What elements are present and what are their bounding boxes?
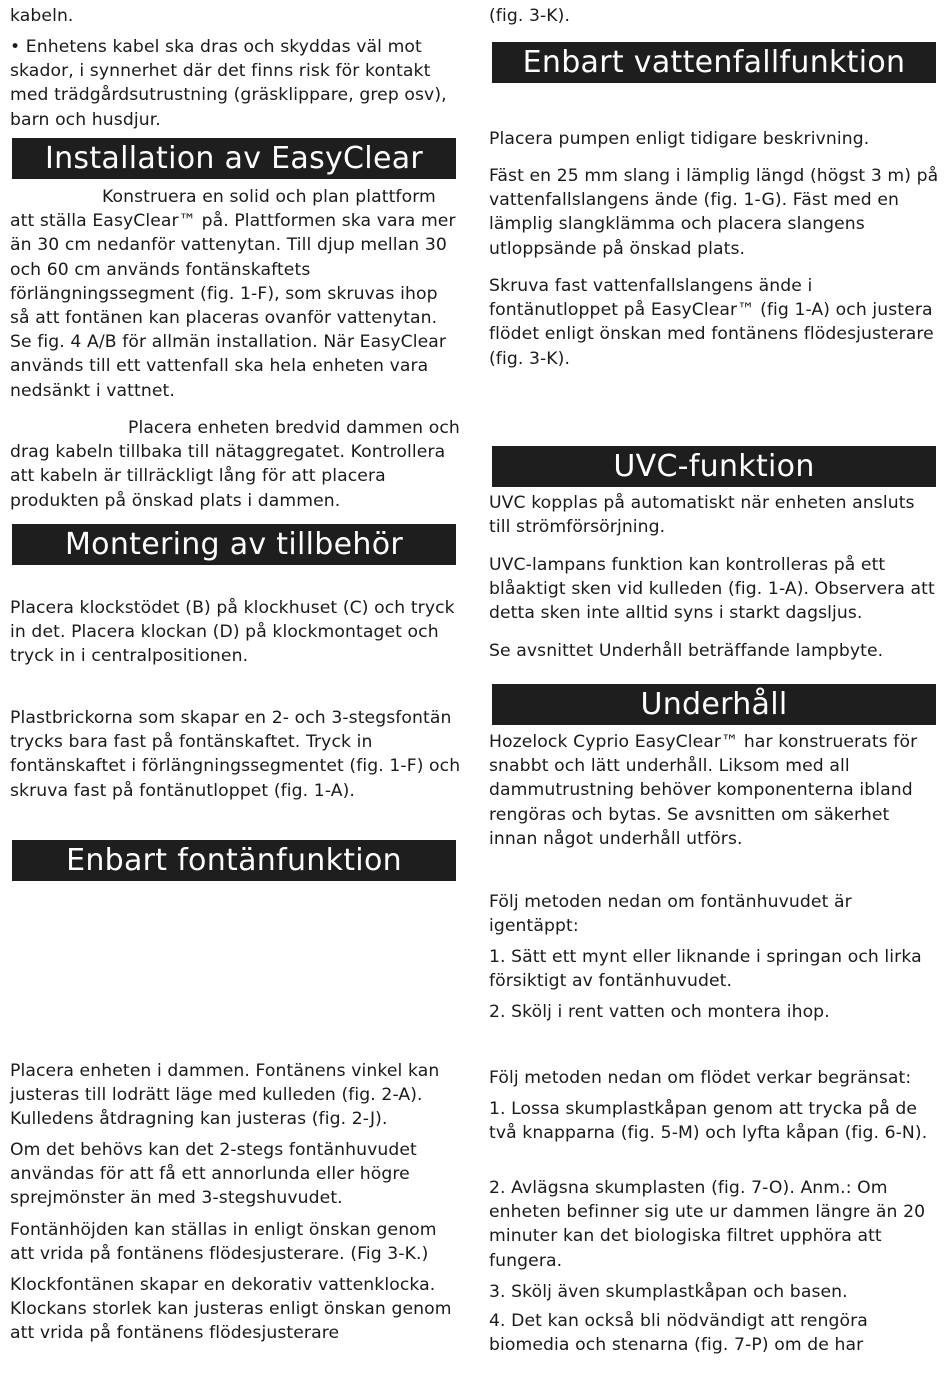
paragraph-waterfall-hose: Fäst en 25 mm slang i lämplig längd (högst 3 m) på vattenfallslangens ände (fig. 1-G). Fäst med en lämplig slangklämma och placera slangens utloppsände på önskad plats. (489, 166, 939, 259)
paragraph-fountain-2-step: Om det behövs kan det 2-stegs fontänhuvudet användas för att få ett annorlunda eller högre sprejmönster än med 3-stegshuvudet. (10, 1140, 417, 1209)
paragraph-waterfall-pump: Placera pumpen enligt tidigare beskrivning. (489, 129, 870, 149)
paragraph-fig-3k: (fig. 3-K). (489, 6, 571, 26)
paragraph-uvc-maintenance: Se avsnittet Underhåll beträffande lampbyte. (489, 641, 884, 661)
paragraph-mounting-washers: Plastbrickorna som skapar en 2- och 3-stegsfontän trycks bara fast på fontänskaftet. Tryck in fontänskaftet i förlängningssegmentet (fig. 1-F) och skruva fast på fontänutloppet (fig. 1-A). (10, 708, 461, 801)
paragraph-flow-step-1: 1. Lossa skumplastkåpan genom att trycka på de två knapparna (fig. 5-M) och lyfta kåpan (fig. 6-N). (489, 1099, 928, 1144)
paragraph-installation-platform: Konstruera en solid och plan plattform att ställa EasyClear™ på. Plattformen ska vara mer än 30 cm nedanför vattenytan. Till djup mellan 30 och 60 cm används fontänskaftets förlängningssegment (fig. 1-F), som skruvas ihop så att fontänen kan placeras ovanför vattenytan. Se fig. 4 A/B för allmän installation. När EasyClear används till ett vattenfall ska hela enheten vara nedsänkt i vattnet. (10, 187, 456, 401)
heading-uvc: UVC-funktion (492, 446, 936, 487)
heading-vattenfall: Enbart vattenfallfunktion (492, 42, 936, 83)
paragraph-fountain-bell: Klockfontänen skapar en dekorativ vattenklocka. Klockans storlek kan justeras enligt önskan genom att vrida på fontänens flödesjusterare (10, 1275, 452, 1344)
paragraph-mounting-clock: Placera klockstödet (B) på klockhuset (C) och tryck in det. Placera klockan (D) på klockmontaget och tryck in i centralpositionen. (10, 598, 455, 667)
paragraph-uvc-lamp: UVC-lampans funktion kan kontrolleras på ett blåaktigt sken vid kulleden (fig. 1-A). Observera att detta sken inte alltid syns i starkt dagsljus. (489, 555, 935, 624)
paragraph-flow-step-2: 2. Avlägsna skumplasten (fig. 7-O). Anm.: Om enheten befinner sig ute ur dammen längre än 20 minuter kan det biologiska filtret upphöra att fungera. (489, 1178, 926, 1271)
paragraph-maintenance-flow: Följ metoden nedan om flödet verkar begränsat: (489, 1068, 912, 1088)
paragraph-maintenance-intro: Hozelock Cyprio EasyClear™ har konstruerats för snabbt och lätt underhåll. Liksom med all dammutrustning behöver komponenterna ibland rengöras och bytas. Se avsnitten om säkerhet innan något underhåll utförs. (489, 732, 918, 849)
heading-fontan: Enbart fontänfunktion (12, 840, 456, 881)
paragraph-cable-safety: • Enhetens kabel ska dras och skyddas väl mot skador, i synnerhet där det finns risk för kontakt med trädgårdsutrustning (gräsklippare, grep osv), barn och husdjur. (10, 37, 447, 130)
paragraph-flow-step-3: 3. Skölj även skumplastkåpan och basen. (489, 1282, 848, 1302)
paragraph-fountain-angle: Placera enheten i dammen. Fontänens vinkel kan justeras till lodrätt läge med kulleden (fig. 2-A). Kulledens åtdragning kan justeras (fig. 2-J). (10, 1061, 440, 1130)
heading-installation: Installation av EasyClear (12, 138, 456, 179)
paragraph-maintenance-step-1: 1. Sätt ett mynt eller liknande i springan och lirka försiktigt av fontänhuvudet. (489, 947, 922, 992)
paragraph-fountain-height: Fontänhöjden kan ställas in enligt önskan genom att vrida på fontänens flödesjusterare. (Fig 3-K.) (10, 1220, 437, 1265)
heading-underhall: Underhåll (492, 684, 936, 725)
paragraph-maintenance-clogged: Följ metoden nedan om fontänhuvudet är igentäppt: (489, 892, 852, 937)
paragraph-installation-cable: Placera enheten bredvid dammen och drag kabeln tillbaka till nätaggregatet. Kontrollera att kabeln är tillräckligt lång för att placera produkten på önskad plats i dammen. (10, 418, 460, 511)
paragraph-uvc-auto: UVC kopplas på automatiskt när enheten ansluts till strömförsörjning. (489, 493, 915, 538)
paragraph-kabeln: kabeln. (10, 6, 74, 26)
paragraph-waterfall-outlet: Skruva fast vattenfallslangens ände i fontänutloppet på EasyClear™ (fig 1-A) och justera flödet enligt önskan med fontänens flödesjusterare (fig. 3-K). (489, 276, 934, 369)
paragraph-maintenance-step-2: 2. Skölj i rent vatten och montera ihop. (489, 1002, 830, 1022)
paragraph-flow-step-4: 4. Det kan också bli nödvändigt att rengöra biomedia och stenarna (fig. 7-P) om de har (489, 1311, 868, 1356)
heading-montering: Montering av tillbehör (12, 524, 456, 565)
